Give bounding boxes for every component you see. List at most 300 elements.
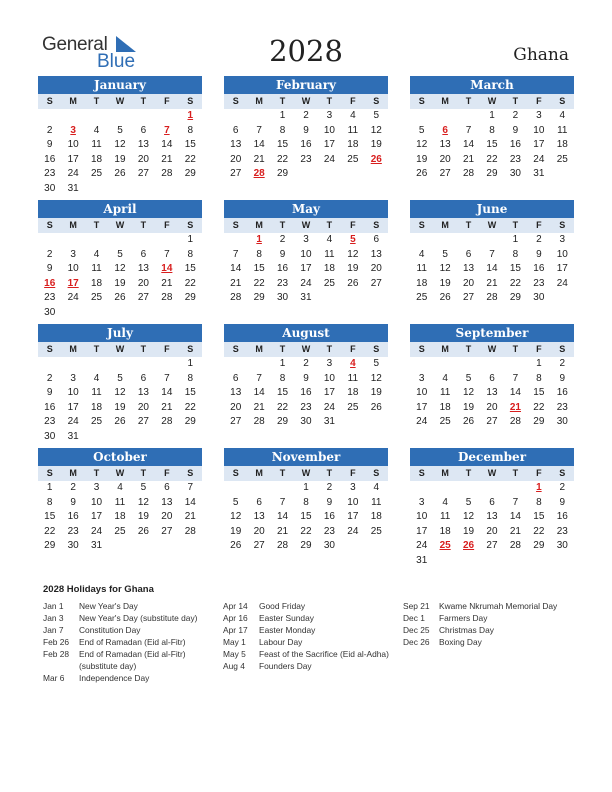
day-grid — [38, 357, 202, 445]
weekday-label: S — [232, 468, 239, 478]
day-cell: 19 — [439, 277, 451, 289]
day-cell: 17 — [533, 139, 545, 151]
day-cell: 25 — [347, 401, 359, 413]
day-cell: 16 — [556, 511, 568, 523]
day-cell: 6 — [465, 248, 472, 260]
day-cell: 7 — [256, 124, 262, 136]
day-cell: 3 — [303, 234, 309, 245]
day-cell: 8 — [536, 372, 542, 384]
day-cell: 12 — [347, 248, 359, 260]
holiday-date: May 5 — [223, 649, 246, 659]
holiday-date: Feb 28 — [43, 649, 70, 659]
day-cell: 30 — [44, 182, 56, 194]
day-cell: 15 — [44, 511, 56, 523]
day-cell: 8 — [187, 248, 194, 260]
holiday-date: Mar 6 — [43, 673, 65, 683]
day-cell: 22 — [277, 401, 289, 413]
holiday-date: May 1 — [223, 637, 246, 647]
holiday-date: Feb 26 — [43, 637, 70, 647]
month-title: December — [410, 448, 574, 466]
day-cell: 13 — [486, 511, 498, 523]
day-cell: 14 — [253, 387, 265, 399]
day-cell: 29 — [44, 540, 56, 552]
day-cell: 27 — [161, 525, 173, 537]
day-cell: 17 — [323, 139, 335, 151]
day-cell: 11 — [91, 387, 102, 399]
day-cell: 24 — [67, 416, 79, 428]
day-cell: 10 — [91, 496, 103, 508]
day-cell: 21 — [486, 277, 498, 289]
holiday-entry — [43, 672, 223, 684]
day-cell: 19 — [347, 263, 359, 275]
holiday-entry — [43, 600, 223, 612]
day-cell: 9 — [536, 248, 542, 260]
day-cell: 12 — [114, 387, 126, 399]
holiday-entry — [223, 624, 403, 636]
day-grid — [38, 481, 202, 554]
day-cell: 27 — [137, 292, 149, 304]
day-grid — [224, 357, 388, 430]
day-cell: 30 — [323, 540, 335, 552]
day-cell: 2 — [303, 110, 309, 121]
holiday-day-cell: 14 — [161, 263, 173, 275]
holiday-name: Independence Day — [79, 673, 150, 683]
empty-day-cell — [38, 233, 61, 248]
day-cell: 21 — [230, 277, 242, 289]
weekday-label: M — [441, 344, 449, 354]
holiday-date: Sep 21 — [403, 601, 430, 611]
day-cell: 18 — [347, 139, 359, 151]
day-cell: 4 — [442, 496, 448, 508]
holiday-list-title: 2028 Holidays for Ghana — [43, 584, 154, 595]
holiday-name: Kwame Nkrumah Memorial Day — [439, 601, 558, 611]
day-cell: 5 — [140, 482, 147, 493]
day-cell: 7 — [256, 372, 262, 384]
empty-day-cell — [224, 357, 247, 372]
day-cell: 25 — [439, 416, 451, 428]
day-cell: 7 — [232, 248, 239, 260]
empty-day-cell — [155, 109, 178, 124]
day-cell: 4 — [93, 372, 100, 384]
weekday-label: T — [140, 96, 147, 106]
month-title: January — [38, 76, 202, 94]
day-cell: 12 — [114, 139, 126, 151]
day-cell: 8 — [512, 248, 519, 260]
day-cell: 30 — [67, 540, 79, 552]
day-cell: 9 — [559, 496, 566, 508]
day-grid — [410, 109, 574, 182]
day-cell: 10 — [416, 387, 428, 399]
day-cell: 5 — [117, 372, 123, 384]
weekday-label: T — [93, 344, 100, 354]
empty-day-cell — [271, 481, 294, 496]
day-cell: 27 — [439, 168, 451, 180]
weekday-label: F — [350, 468, 356, 478]
weekday-label: W — [301, 344, 311, 354]
weekday-label: T — [465, 220, 472, 230]
day-cell: 16 — [44, 401, 56, 413]
weekday-label: S — [559, 220, 566, 230]
weekday-label: W — [487, 468, 497, 478]
day-cell: 1 — [279, 358, 286, 369]
day-cell: 24 — [300, 277, 312, 289]
month-september — [410, 324, 574, 444]
weekday-label: M — [69, 96, 77, 106]
day-cell: 31 — [416, 554, 428, 566]
day-cell: 11 — [557, 124, 568, 136]
day-cell: 15 — [277, 139, 289, 151]
empty-day-cell — [433, 109, 456, 124]
weekday-label: W — [115, 96, 125, 106]
day-cell: 10 — [347, 496, 359, 508]
empty-day-cell — [224, 233, 247, 248]
day-cell: 15 — [277, 387, 289, 399]
weekday-label: T — [279, 468, 286, 478]
weekday-label: W — [487, 220, 497, 230]
day-cell: 7 — [512, 372, 519, 384]
day-cell: 22 — [44, 525, 56, 537]
day-cell: 22 — [486, 153, 498, 165]
weekday-label: F — [350, 220, 356, 230]
day-cell: 2 — [326, 482, 333, 493]
country-name: Ghana — [513, 45, 569, 65]
day-cell: 29 — [533, 416, 545, 428]
day-cell: 18 — [91, 277, 103, 289]
day-cell: 18 — [439, 525, 451, 537]
day-cell: 11 — [371, 496, 382, 508]
empty-day-cell — [38, 109, 61, 124]
month-january — [38, 76, 202, 196]
day-cell: 26 — [137, 525, 149, 537]
day-cell: 5 — [373, 110, 380, 121]
day-cell: 23 — [556, 525, 568, 537]
weekday-label: T — [93, 468, 100, 478]
weekday-label: T — [512, 96, 519, 106]
day-cell: 14 — [277, 511, 289, 523]
day-cell: 4 — [93, 248, 100, 260]
day-cell: 11 — [347, 372, 359, 384]
day-cell: 16 — [277, 263, 289, 275]
day-cell: 12 — [137, 496, 149, 508]
day-cell: 27 — [463, 292, 475, 304]
day-cell: 12 — [439, 263, 451, 275]
day-cell: 24 — [556, 277, 568, 289]
day-cell: 25 — [347, 153, 359, 165]
day-cell: 16 — [44, 153, 56, 165]
day-cell: 2 — [559, 482, 566, 493]
day-cell: 18 — [439, 401, 451, 413]
empty-day-cell — [155, 357, 178, 372]
day-cell: 9 — [46, 139, 53, 151]
weekday-label: T — [279, 344, 286, 354]
month-title: July — [38, 324, 202, 342]
day-cell: 25 — [323, 277, 335, 289]
day-cell: 10 — [416, 511, 428, 523]
day-cell: 29 — [277, 168, 289, 180]
empty-day-cell — [61, 357, 84, 372]
empty-day-cell — [224, 109, 247, 124]
holiday-entry — [403, 636, 583, 648]
day-cell: 2 — [279, 234, 286, 245]
day-cell: 1 — [303, 482, 309, 493]
day-cell: 23 — [67, 525, 79, 537]
empty-day-cell — [457, 233, 480, 248]
day-cell: 28 — [486, 292, 498, 304]
day-grid — [224, 481, 388, 554]
day-cell: 16 — [323, 511, 335, 523]
day-cell: 14 — [230, 263, 242, 275]
weekday-label: T — [279, 96, 286, 106]
day-cell: 28 — [509, 416, 521, 428]
day-cell: 31 — [67, 182, 79, 194]
day-cell: 22 — [300, 525, 312, 537]
weekday-header — [410, 342, 574, 357]
day-cell: 31 — [67, 430, 79, 442]
day-cell: 3 — [418, 372, 425, 384]
weekday-label: S — [46, 468, 53, 478]
day-cell: 11 — [324, 248, 335, 260]
day-cell: 10 — [533, 124, 545, 136]
weekday-header — [38, 466, 202, 481]
day-cell: 6 — [489, 372, 495, 384]
day-cell: 5 — [117, 124, 123, 136]
empty-day-cell — [61, 109, 84, 124]
day-cell: 15 — [184, 387, 196, 399]
page-header — [0, 0, 612, 72]
day-cell: 22 — [277, 153, 289, 165]
day-cell: 22 — [253, 277, 265, 289]
day-cell: 5 — [232, 496, 239, 508]
day-cell: 29 — [533, 540, 545, 552]
day-cell: 15 — [533, 387, 545, 399]
day-cell: 15 — [300, 511, 312, 523]
day-cell: 16 — [300, 139, 312, 151]
month-title: March — [410, 76, 574, 94]
empty-day-cell — [85, 233, 108, 248]
month-title: September — [410, 324, 574, 342]
weekday-header — [224, 466, 388, 481]
day-cell: 5 — [442, 248, 448, 260]
day-cell: 10 — [67, 387, 79, 399]
day-cell: 15 — [253, 263, 265, 275]
day-cell: 8 — [303, 496, 309, 508]
day-cell: 17 — [416, 525, 428, 537]
weekday-label: T — [93, 220, 100, 230]
holiday-date: Dec 26 — [403, 637, 430, 647]
day-cell: 14 — [509, 511, 521, 523]
day-cell: 24 — [67, 168, 79, 180]
month-march — [410, 76, 574, 196]
day-cell: 7 — [489, 248, 495, 260]
day-cell: 25 — [556, 153, 568, 165]
day-cell: 9 — [46, 263, 53, 275]
day-cell: 3 — [70, 372, 76, 384]
day-cell: 8 — [279, 124, 286, 136]
weekday-label: W — [301, 468, 311, 478]
day-cell: 13 — [439, 139, 451, 151]
day-cell: 12 — [463, 387, 475, 399]
holiday-entry — [223, 660, 403, 672]
day-cell: 14 — [463, 139, 475, 151]
day-cell: 20 — [230, 153, 242, 165]
holiday-date: Aug 4 — [223, 661, 245, 671]
day-cell: 1 — [489, 110, 495, 121]
day-cell: 7 — [279, 496, 286, 508]
day-cell: 13 — [253, 511, 265, 523]
day-cell: 14 — [161, 387, 173, 399]
day-cell: 10 — [67, 263, 79, 275]
day-grid — [410, 481, 574, 569]
empty-day-cell — [504, 357, 527, 372]
day-cell: 2 — [536, 234, 542, 245]
day-cell: 6 — [232, 124, 239, 136]
day-cell: 1 — [279, 110, 286, 121]
holiday-day-cell: 1 — [536, 482, 542, 493]
weekday-label: S — [373, 220, 380, 230]
month-title: February — [224, 76, 388, 94]
day-cell: 10 — [67, 139, 79, 151]
holiday-list — [43, 584, 583, 684]
weekday-label: F — [164, 96, 170, 106]
month-title: October — [38, 448, 202, 466]
weekday-label: S — [559, 468, 566, 478]
weekday-label: T — [279, 220, 286, 230]
day-cell: 22 — [184, 401, 196, 413]
weekday-label: S — [232, 96, 239, 106]
day-cell: 26 — [114, 168, 126, 180]
day-cell: 20 — [486, 401, 498, 413]
weekday-label: S — [373, 468, 380, 478]
empty-day-cell — [224, 481, 247, 496]
day-cell: 5 — [117, 248, 123, 260]
day-cell: 7 — [187, 482, 194, 493]
holiday-day-cell: 6 — [442, 124, 448, 136]
day-cell: 23 — [300, 153, 312, 165]
empty-day-cell — [132, 233, 155, 248]
weekday-label: S — [187, 468, 194, 478]
day-cell: 29 — [509, 292, 521, 304]
day-cell: 4 — [442, 372, 448, 384]
day-cell: 9 — [512, 124, 519, 136]
day-cell: 17 — [347, 511, 359, 523]
empty-day-cell — [61, 233, 84, 248]
holiday-date: Apr 16 — [223, 613, 248, 623]
weekday-label: T — [326, 96, 333, 106]
empty-day-cell — [85, 357, 108, 372]
weekday-label: S — [232, 220, 239, 230]
day-cell: 23 — [300, 401, 312, 413]
day-cell: 27 — [230, 416, 242, 428]
calendar-year: 2028 — [269, 34, 343, 68]
day-cell: 12 — [416, 139, 428, 151]
day-cell: 4 — [559, 110, 566, 121]
weekday-label: S — [418, 344, 425, 354]
weekday-label: T — [140, 344, 147, 354]
day-cell: 17 — [323, 387, 335, 399]
day-cell: 1 — [536, 358, 542, 369]
month-title: November — [224, 448, 388, 466]
day-cell: 28 — [161, 416, 173, 428]
day-cell: 5 — [465, 496, 472, 508]
day-cell: 11 — [114, 496, 126, 508]
day-cell: 26 — [114, 416, 126, 428]
holiday-date: Jan 7 — [43, 625, 64, 635]
holiday-columns — [43, 600, 583, 684]
weekday-header — [38, 218, 202, 233]
day-cell: 27 — [486, 416, 498, 428]
day-cell: 30 — [556, 540, 568, 552]
day-cell: 3 — [559, 234, 566, 245]
weekday-label: F — [536, 96, 542, 106]
day-cell: 20 — [137, 401, 149, 413]
day-cell: 22 — [184, 153, 196, 165]
logo-blue-text: Blue — [97, 51, 136, 72]
weekday-label: W — [115, 344, 125, 354]
day-cell: 14 — [184, 496, 196, 508]
weekday-label: F — [350, 344, 356, 354]
day-cell: 8 — [536, 496, 542, 508]
day-cell: 24 — [91, 525, 103, 537]
day-cell: 21 — [277, 525, 289, 537]
day-cell: 13 — [230, 387, 242, 399]
day-cell: 1 — [46, 482, 53, 493]
day-cell: 6 — [373, 234, 380, 245]
month-july — [38, 324, 202, 444]
weekday-label: W — [301, 96, 311, 106]
empty-day-cell — [108, 357, 131, 372]
day-cell: 4 — [350, 110, 356, 121]
day-grid — [38, 233, 202, 321]
empty-day-cell — [38, 357, 61, 372]
day-cell: 23 — [556, 401, 568, 413]
empty-day-cell — [85, 109, 108, 124]
holiday-name: End of Ramadan (Eid al-Fitr) (substitute day) — [79, 649, 186, 671]
day-cell: 13 — [137, 263, 149, 275]
empty-day-cell — [480, 481, 503, 496]
day-cell: 6 — [489, 496, 495, 508]
weekday-label: T — [326, 468, 333, 478]
day-cell: 11 — [91, 139, 102, 151]
weekday-label: T — [93, 96, 100, 106]
empty-day-cell — [433, 357, 456, 372]
empty-day-cell — [410, 109, 433, 124]
day-cell: 19 — [114, 153, 126, 165]
day-cell: 23 — [277, 277, 289, 289]
month-december — [410, 448, 574, 568]
holiday-entry — [223, 648, 403, 660]
day-cell: 30 — [44, 306, 56, 318]
holiday-column — [403, 600, 583, 684]
weekday-label: M — [255, 468, 263, 478]
weekday-label: S — [418, 96, 425, 106]
weekday-label: W — [487, 344, 497, 354]
weekday-label: F — [164, 220, 170, 230]
weekday-header — [38, 342, 202, 357]
day-cell: 16 — [300, 387, 312, 399]
weekday-label: F — [164, 344, 170, 354]
day-cell: 26 — [347, 277, 359, 289]
day-cell: 4 — [418, 248, 425, 260]
day-cell: 28 — [463, 168, 475, 180]
holiday-day-cell: 1 — [256, 234, 262, 245]
day-cell: 22 — [509, 277, 521, 289]
day-cell: 26 — [114, 292, 126, 304]
day-cell: 2 — [512, 110, 519, 121]
day-cell: 13 — [370, 248, 382, 260]
day-cell: 19 — [463, 525, 475, 537]
day-cell: 26 — [463, 416, 475, 428]
empty-day-cell — [480, 357, 503, 372]
